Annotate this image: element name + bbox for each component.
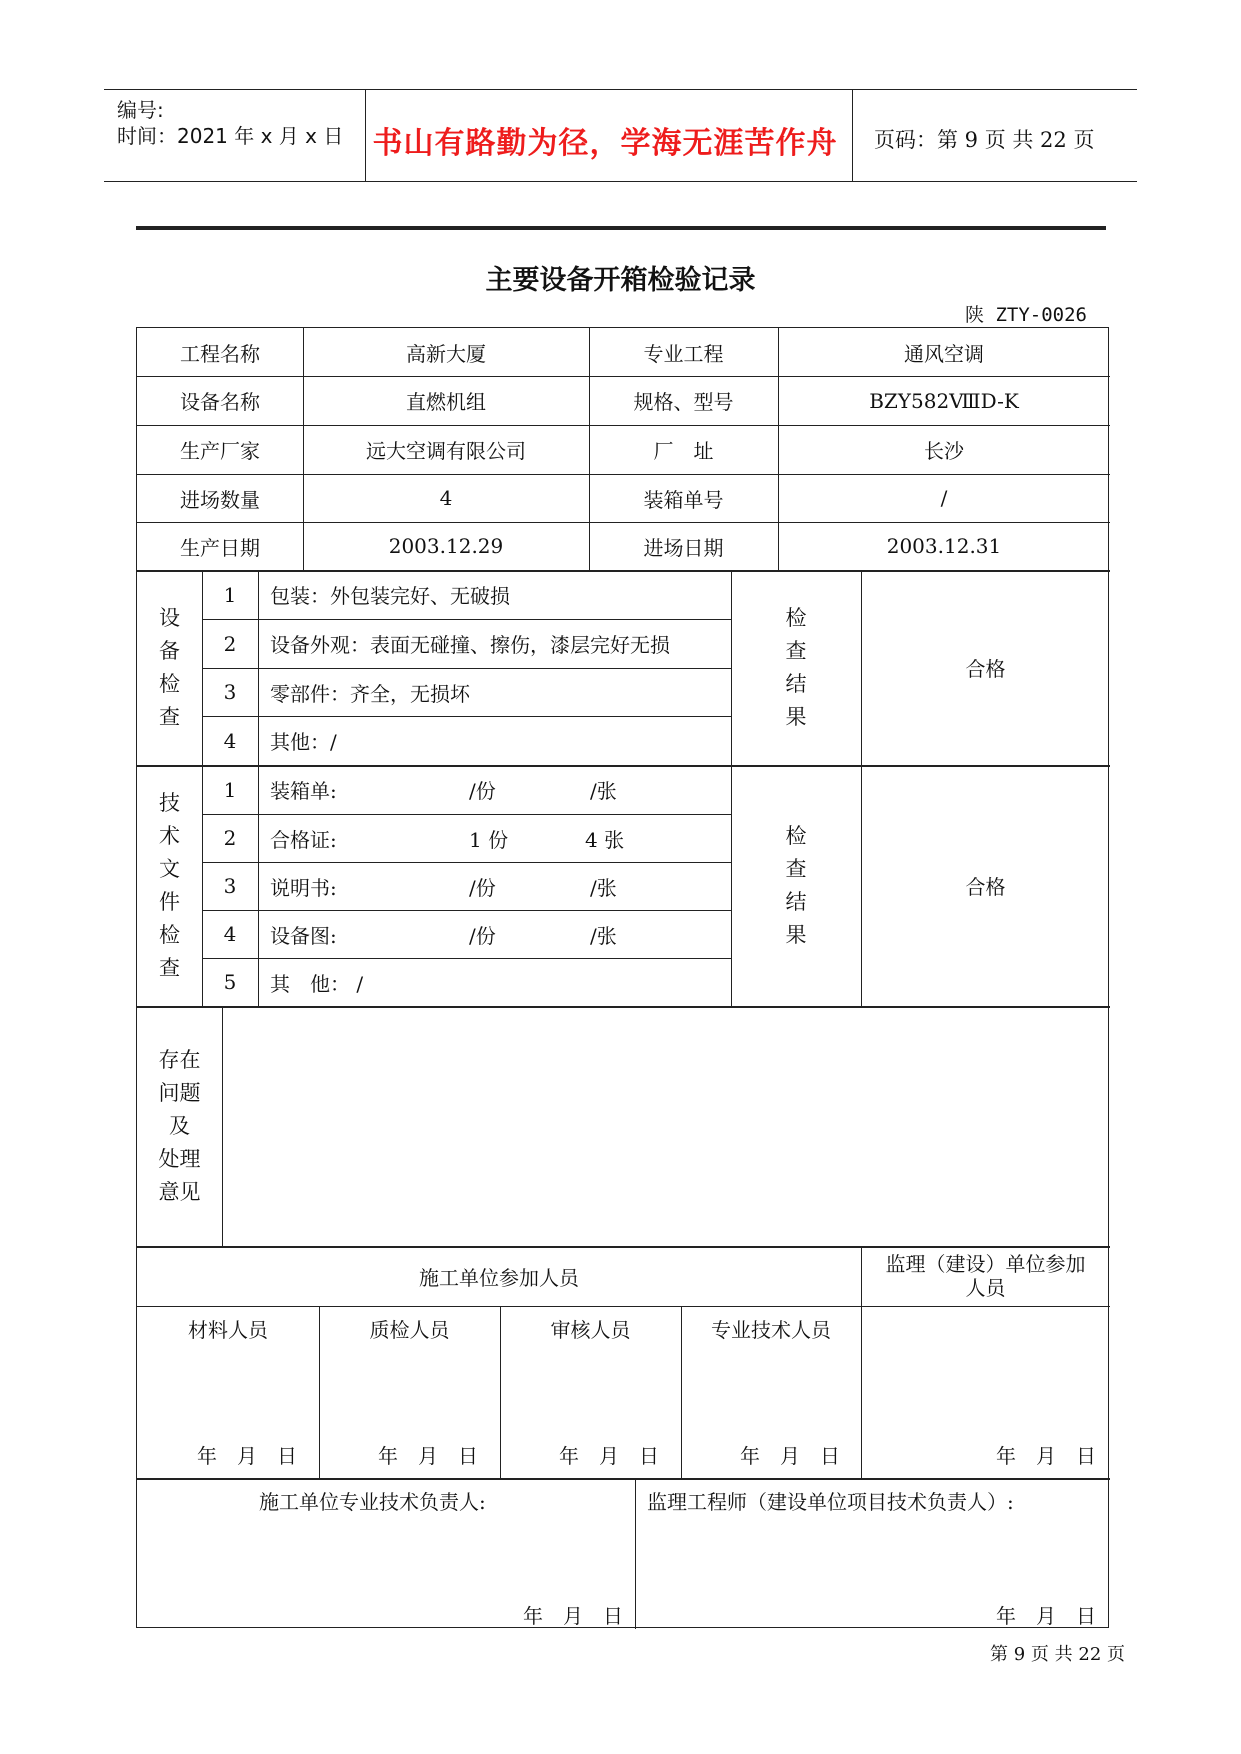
doc-item-other: 其 他： / [270,971,364,996]
form-code: 陕 ZTY-0026 [965,304,1087,326]
value-equipment-name: 直燃机组 [406,390,486,414]
doc-item-manual: 说明书: [270,875,337,900]
doc-item-certificate: 合格证: [270,827,337,852]
label-packing-no: 装箱单号 [643,487,724,512]
tech-docs-result-label: 检 查 结 果 [785,823,807,947]
doc-item-packing-list: 装箱单: [270,779,337,803]
construction-lead-label: 施工单位专业技术负责人: [259,1490,486,1514]
value-entry-date: 2003.12.31 [886,534,1002,558]
label-manufacturer: 生产厂家 [180,439,260,463]
value-manufacturer: 远大空调有限公司 [366,439,526,463]
issues-label: 存在 问题 及 处理 意见 [158,1047,201,1204]
tech-docs-check-label: 技 术 文 件 检 查 [159,790,180,980]
value-project-name: 高新大厦 [406,341,486,366]
date-materials: 年 月 日 [197,1444,297,1468]
motto: 书山有路勤为径，学海无涯苦作舟 [372,126,838,161]
page-footer: 第 9 页 共 22 页 [990,1644,1125,1665]
page-info: 页码：第 9 页 共 22 页 [874,128,1095,152]
label-equipment-name: 设备名称 [180,390,260,414]
role-materials: 材料人员 [188,1317,268,1342]
equipment-item-no: 1 [223,582,237,607]
label-quantity: 进场数量 [180,487,260,512]
doc-item-sheets: 4 张 [585,827,625,852]
equipment-result-value: 合格 [965,657,1006,681]
equipment-item-appearance: 设备外观：表面无碰撞、擦伤，漆层完好无损 [270,633,670,657]
date-construction-lead: 年 月 日 [523,1604,623,1628]
doc-item-sheets: /张 [590,779,617,803]
doc-item-no: 1 [223,777,237,802]
role-reviewer: 审核人员 [550,1317,631,1342]
inspection-form [136,327,1109,1628]
doc-item-copies: /份 [469,923,496,948]
construction-participants-header: 施工单位参加人员 [419,1265,579,1290]
page-title: 主要设备开箱检验记录 [485,265,756,296]
supervision-participants-header: 监理（建设）单位参加 人员 [885,1252,1086,1300]
date-technical: 年 月 日 [740,1444,840,1468]
doc-item-no: 3 [223,874,237,898]
value-production-date: 2003.12.29 [388,534,504,558]
doc-item-no: 2 [223,826,237,850]
doc-item-sheets: /张 [590,923,617,948]
doc-item-sheets: /张 [590,875,617,900]
value-factory-address: 长沙 [924,439,964,463]
label-model: 规格、型号 [633,390,734,414]
value-specialty: 通风空调 [904,341,984,366]
equipment-result-label: 检 查 结 果 [785,605,807,729]
equipment-item-no: 3 [223,680,237,704]
equipment-item-no: 2 [223,631,237,656]
date-supervisor: 年 月 日 [996,1604,1096,1628]
doc-item-no: 4 [223,922,237,946]
header-divider-left [365,89,366,181]
date-quality: 年 月 日 [378,1444,478,1468]
value-quantity: 4 [439,486,453,510]
date-reviewer: 年 月 日 [559,1444,659,1468]
value-model: BZY582ⅧD-K [869,388,1019,413]
equipment-item-parts: 零部件：齐全，无损坏 [270,681,470,706]
value-packing-no: / [940,486,948,510]
doc-item-no: 5 [223,970,237,994]
supervisor-label: 监理工程师（建设单位项目技术负责人）: [647,1490,1014,1514]
tech-docs-result-value: 合格 [965,875,1006,899]
label-specialty: 专业工程 [643,341,724,366]
label-entry-date: 进场日期 [643,535,724,560]
title-thick-rule [136,226,1106,230]
equipment-item-other: 其他：/ [270,730,337,754]
doc-item-drawings: 设备图: [270,923,337,948]
doc-item-copies: /份 [469,779,496,803]
header-top-rule [104,89,1137,90]
equipment-check-label: 设 备 检 查 [159,605,180,729]
number-label: 编号: [117,98,164,122]
equipment-item-packaging: 包装：外包装完好、无破损 [270,584,510,608]
time-label: 时间：2021 年 x 月 x 日 [117,124,344,148]
doc-item-copies: /份 [469,875,496,900]
header-divider-right [852,89,853,181]
label-project-name: 工程名称 [180,341,260,366]
issues-content [223,1006,1110,1246]
date-supervision: 年 月 日 [996,1444,1096,1468]
label-production-date: 生产日期 [180,535,260,560]
header-bottom-rule [104,181,1137,182]
role-quality: 质检人员 [369,1317,450,1342]
label-factory-address: 厂 址 [653,439,714,463]
doc-item-copies: 1 份 [469,827,509,852]
role-technical: 专业技术人员 [711,1317,831,1342]
equipment-item-no: 4 [223,728,237,753]
